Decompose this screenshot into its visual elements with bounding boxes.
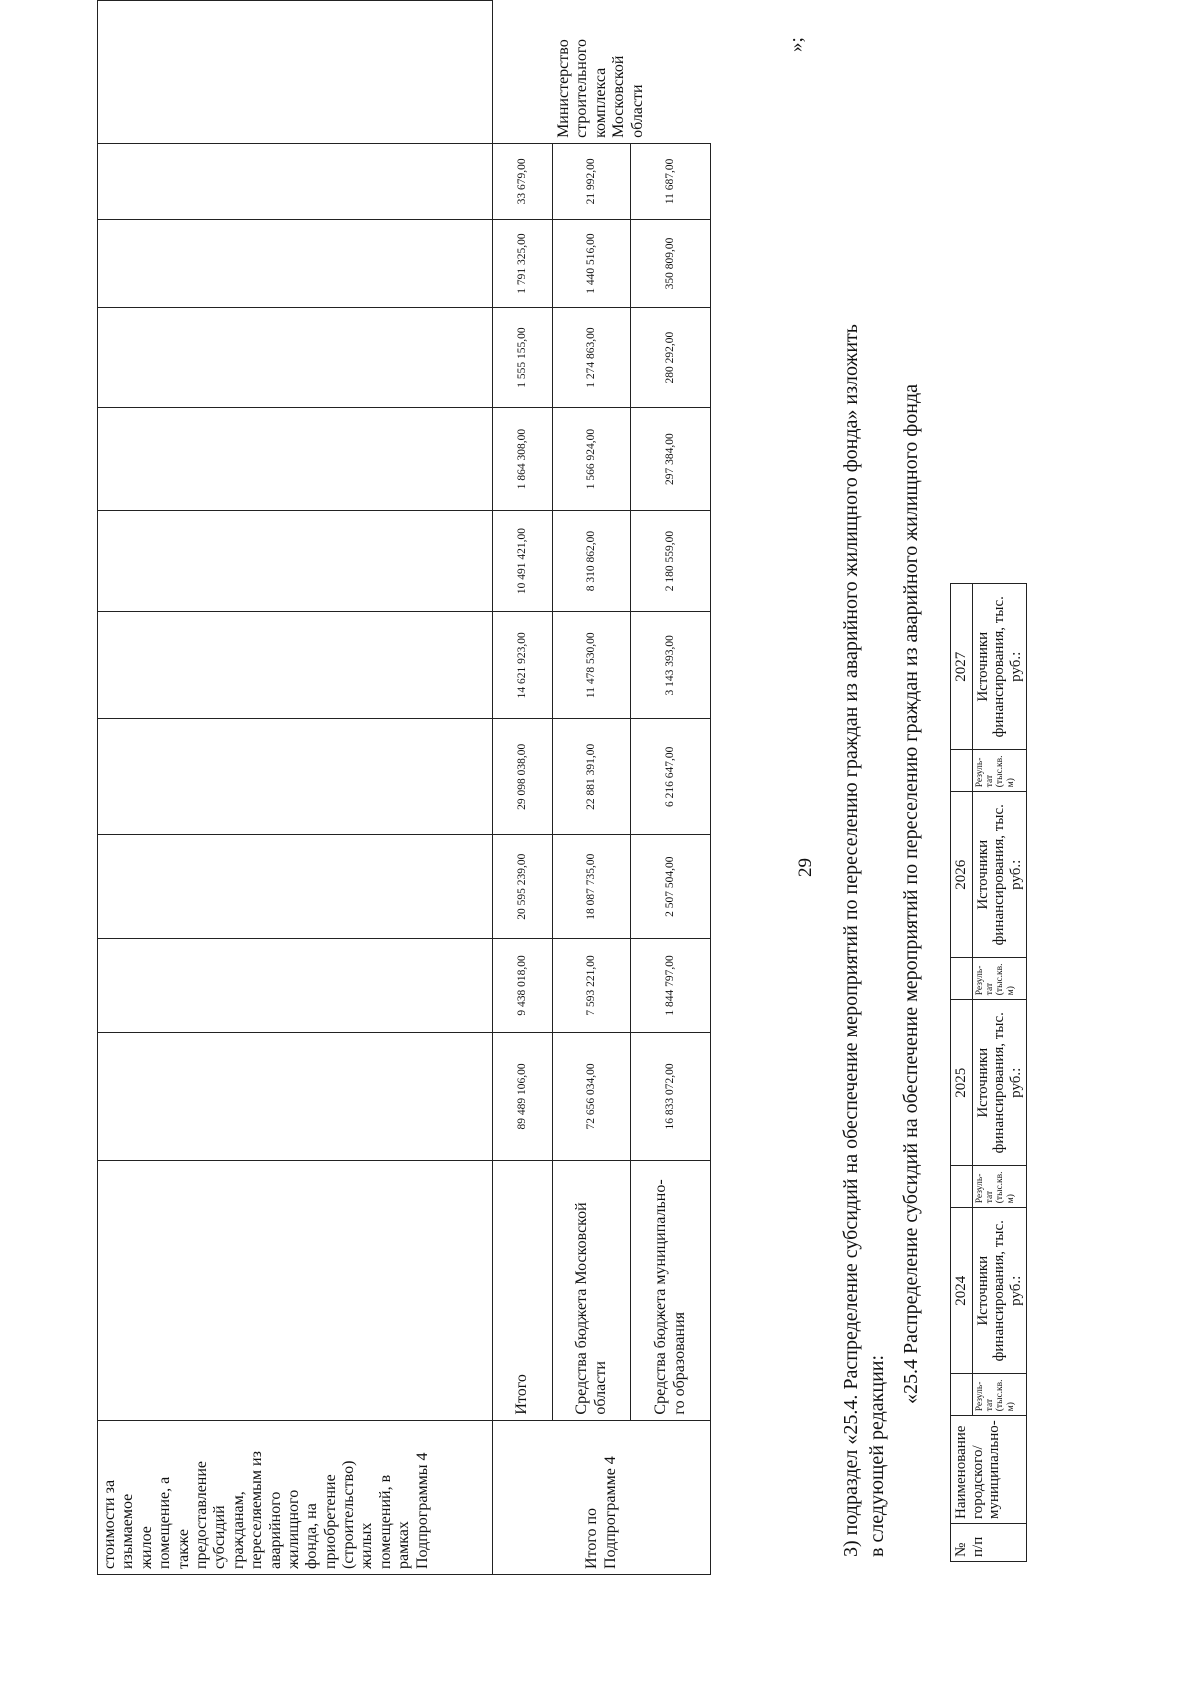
funding-table [97, 0, 711, 1575]
page-number: 29 [795, 858, 816, 877]
empty-cell [98, 1032, 493, 1161]
description-line: предоставление [192, 1460, 210, 1569]
description-line: стоимости за [101, 1479, 118, 1569]
value-cell: 29 098 038,00 [493, 719, 553, 835]
column-number: № п/п [951, 1524, 1027, 1562]
value-cell: 22 881 391,00 [553, 719, 631, 835]
value-cell: 14 621 923,00 [493, 612, 553, 719]
value-cell: 33 679,00 [493, 143, 553, 219]
source-label: Средства бюджета муниципально-го образования [631, 1161, 711, 1420]
description-line: изымаемое [119, 1493, 137, 1569]
sources-heading: Источники финансирования, тыс. руб.: [972, 792, 1027, 958]
empty-cell [951, 1374, 973, 1416]
value-cell: 1 791 325,00 [493, 219, 553, 307]
value-cell: 1 844 797,00 [631, 939, 711, 1032]
column-municipality: Наименование городского/ муниципально- [951, 1416, 1027, 1524]
amendment-paragraph: 3) подраздел «25.4. Распределение субсидий на обеспечение мероприятий по переселению граждан из аварийного жилищного фонда» изложить [840, 324, 862, 1557]
description-line: приобретение [321, 1474, 339, 1569]
value-cell: 1 566 924,00 [553, 408, 631, 511]
value-cell: 2 180 559,00 [631, 511, 711, 612]
sources-heading: Источники финансирования, тыс. руб.: [972, 1208, 1027, 1374]
empty-cell [951, 750, 973, 792]
value-cell: 1 864 308,00 [493, 408, 553, 511]
empty-cell [951, 958, 973, 1000]
value-cell: 9 438 018,00 [493, 939, 553, 1032]
year-heading: 2024 [951, 1208, 973, 1374]
source-label: Итого [493, 1161, 553, 1420]
table-row [631, 1, 711, 1575]
total-label: Итого по Подпрограмме 4 [493, 1420, 711, 1574]
header-row [972, 584, 1027, 1562]
value-cell: 350 809,00 [631, 219, 711, 307]
description-line: также [174, 1528, 192, 1569]
table-row [493, 1, 553, 1575]
closing-quote-mark: »; [786, 37, 807, 52]
year-heading: 2025 [951, 1000, 973, 1166]
description-line: жилищного [284, 1489, 302, 1569]
value-cell: 280 292,00 [631, 308, 711, 408]
result-heading: Резуль- тат (тыс.кв. м) [972, 1166, 1027, 1208]
description-line: фонда, на [303, 1503, 321, 1569]
value-cell: 1 274 863,00 [553, 308, 631, 408]
value-cell: 2 507 504,00 [631, 835, 711, 939]
value-cell: 8 310 862,00 [553, 511, 631, 612]
value-cell: 21 992,00 [553, 143, 631, 219]
empty-cell [98, 1161, 493, 1420]
empty-cell [98, 219, 493, 307]
amendment-paragraph-continuation: в следующей редакции: [866, 1354, 888, 1557]
description-line: помещение, а [156, 1476, 174, 1569]
value-cell: 20 595 239,00 [493, 835, 553, 939]
description-line: жилое [137, 1526, 155, 1569]
description-line: субсидий [211, 1505, 229, 1569]
empty-cell [98, 835, 493, 939]
description-line: гражданам, [229, 1491, 247, 1569]
result-heading: Резуль- тат (тыс.кв. м) [972, 750, 1027, 792]
value-cell: 11 687,00 [631, 143, 711, 219]
empty-cell [98, 1, 493, 144]
empty-cell [98, 143, 493, 219]
year-heading: 2026 [951, 792, 973, 958]
description-line: аварийного [266, 1491, 284, 1569]
value-cell: 89 489 106,00 [493, 1032, 553, 1161]
header-row [951, 584, 973, 1562]
value-cell: 1 555 155,00 [493, 308, 553, 408]
value-cell: 1 440 516,00 [553, 219, 631, 307]
empty-cell [98, 408, 493, 511]
responsible-executor: Министерство строительного комплекса Московской области [493, 1, 711, 144]
measure-description [101, 1426, 432, 1569]
description-row [98, 1, 493, 1575]
value-cell: 297 384,00 [631, 408, 711, 511]
empty-cell [98, 308, 493, 408]
value-cell: 11 478 530,00 [553, 612, 631, 719]
value-cell: 7 593 221,00 [553, 939, 631, 1032]
empty-cell [98, 511, 493, 612]
sources-heading: Источники финансирования, тыс. руб.: [972, 1000, 1027, 1166]
description-line: переселяемым из [248, 1451, 266, 1569]
result-heading: Резуль- тат (тыс.кв. м) [972, 958, 1027, 1000]
value-cell: 10 491 421,00 [493, 511, 553, 612]
value-cell: 72 656 034,00 [553, 1032, 631, 1161]
measure-description-cell [98, 1420, 493, 1574]
description-line: жилых [358, 1522, 376, 1569]
distribution-table-header [950, 583, 1027, 1562]
description-line: Подпрограммы 4 [413, 1452, 431, 1569]
description-line: помещений, в [376, 1474, 394, 1569]
empty-cell [98, 939, 493, 1032]
value-cell: 18 087 735,00 [553, 835, 631, 939]
sources-heading: Источники финансирования, тыс. руб.: [972, 584, 1027, 750]
section-subtitle: «25.4 Распределение субсидий на обеспечение мероприятий по переселению граждан из аварийного жилищного фонда [900, 384, 922, 1404]
source-label: Средства бюджета Московской области [553, 1161, 631, 1420]
value-cell: 16 833 072,00 [631, 1032, 711, 1161]
result-heading: Резуль- тат (тыс.кв. м) [972, 1374, 1027, 1416]
table-row [553, 1, 631, 1575]
year-heading: 2027 [951, 584, 973, 750]
description-line: (строительство) [340, 1460, 358, 1569]
empty-cell [98, 612, 493, 719]
description-line: рамках [395, 1521, 413, 1569]
empty-cell [98, 719, 493, 835]
value-cell: 3 143 393,00 [631, 612, 711, 719]
value-cell: 6 216 647,00 [631, 719, 711, 835]
empty-cell [951, 1166, 973, 1208]
